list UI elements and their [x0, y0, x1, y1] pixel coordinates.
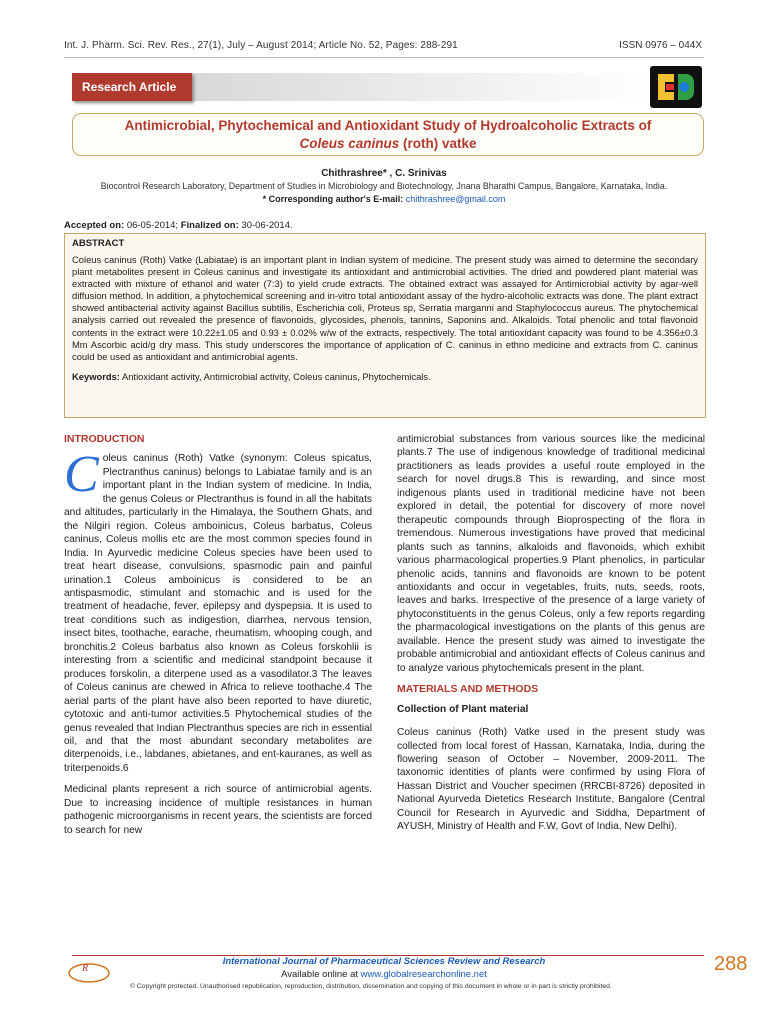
- page-number: 288: [714, 953, 748, 975]
- available-online: [0, 969, 768, 980]
- keywords-label: Keywords:: [72, 370, 120, 382]
- intro-paragraph-1: [64, 446, 372, 775]
- running-header-citation: Int. J. Pharm. Sci. Rev. Res., 27(1), July – August 2014; Article No. 52, Pages: 288-291: [64, 40, 458, 51]
- right-column: [397, 433, 705, 842]
- issn-number: ISSN 0976 – 044X: [619, 40, 702, 51]
- abstract-heading: ABSTRACT: [72, 238, 125, 249]
- article-type-badge: Research Article: [72, 73, 192, 101]
- drop-cap: C: [64, 446, 99, 504]
- left-column: [64, 433, 372, 845]
- finalized-label: Finalized on:: [180, 220, 239, 231]
- keywords-list: Antioxidant activity, Antimicrobial activity, Coleus caninus, Phytochemicals.: [119, 370, 431, 382]
- collection-subheading: Collection of Plant material: [397, 703, 529, 715]
- accepted-label: Accepted on:: [64, 220, 125, 231]
- header-divider: [64, 57, 704, 58]
- copyright-notice: © Copyright protected. Unauthorised republication, reproduction, distribution, dissemination and copying of this document in whole or in part is strictly prohibited.: [130, 983, 612, 990]
- abstract-text: Coleus caninus (Roth) Vatke (Labiatae) is an important plant in Indian system of medicine. The present study was aimed to determine the secondary plant metabolites present in Coleus caninus and investigate its antioxidant and antimicrobial activities. The dried and powdered plant material was extracted with mixture of ethanol and water (7:3) to yield crude extracts. The obtained extract was assayed for Antimicrobial activity by agar-well diffusion method. In addition, a phytochemical screening and in-vitro total antioxidant assay of the hydro-alcoholic extracts was done. The plant extract showed antibacterial activity against Bacillus subtilis, Escherichia coli, Proteus sp, Serratia marganni and Staphylococcus aureus. The phytochemical analysis carried out revealed the presence of flavonoids, glycosides, phenols, tannins, Saponins and. Alkaloids. Total phenolic and total flavonoid contents in the extract were 10.22±1.05 and 0.93 ± 0.02% w/w of the extracts, respectively. The total antioxidant capacity was found to be 4.356±0.3 Mm Ascorbic acid/g dry mass. This study underscores the importance of application of C. caninus in ethno medicine and extracts from C. caninus could be used as antioxidant and antimicrobial agents.: [72, 254, 698, 362]
- title-line-1: Antimicrobial, Phytochemical and Antioxidant Study of Hydroalcoholic Extracts of: [124, 118, 652, 133]
- journal-logo-icon: [648, 64, 704, 110]
- badge-shade: [192, 73, 652, 101]
- intro-paragraph-2: Medicinal plants represent a rich source of antimicrobial agents. Due to increasing incidence of multiple resistances in human pathogenic microorganisms in recent years, the scientists are forced to search for new: [64, 784, 372, 836]
- author-list: Chithrashree* , C. Srinivas: [321, 168, 447, 179]
- title-species: Coleus caninus: [299, 136, 400, 151]
- methods-paragraph-1: Coleus caninus (Roth) Vatke used in the present study was collected from local forest of Hassan, Karnataka, India, during the flowering season of October – November, 2009-2011. The taxonomic identities of plants were confirmed by using Flora of Hassan District and Voucher specimen (RRCBI-8726) deposited in National Ayurveda Dietetics Research Institute, Bangalore (Central Council for Research in Ayurvedic and Siddha, Department of AYUSH, Ministry of Health and F.W, Govt of India, New Delhi).: [397, 727, 705, 833]
- corresponding-author: [0, 194, 768, 204]
- accepted-date: 06-05-2014;: [124, 220, 181, 231]
- abstract-box: [64, 233, 706, 418]
- intro-paragraph-3: antimicrobial substances from various sources like the medicinal plants.7 The use of indigenous knowledge of traditional medicinal practitioners as leads provides a useful route employed in the search for novel drugs.8 This is rewarding, and since most indigenous plants used in traditional medicine have not been explored in detail, the potential for discovery of more novel therapeutic compounds through Bioprospecting of the flora in tremendous. Numerous investigations have proved that medicinal plants such as tannins, alkaloids and flavonoids, which exhibit various pharmacological properties.9 Plant phenolics, in particular phenolic acids, tannins and flavonoids are known to be potent antioxidants and occur in vegetables, fruits, nuts, seeds, roots, leaves and barks. Irrespective of the presence of a large variety of phytoconstituents in the genus Coleus, only a few reports regarding the pharmacological investigations on the plants of this genus are available. Hence the present study was aimed to investigate the probable antimicrobial and antioxidant effects of Coleus caninus and to analyze various phytochemicals present in the plant.: [397, 434, 705, 674]
- keywords: [72, 371, 698, 382]
- svg-text:R: R: [82, 963, 89, 974]
- article-dates: [64, 220, 293, 231]
- corresponding-label: * Corresponding author's E-mail:: [262, 194, 404, 204]
- available-label: Available online at: [281, 969, 361, 980]
- intro-paragraph-1-text: oleus caninus (Roth) Vatke (synonym: Coleus spicatus, Plectranthus caninus) belongs to Labiatae family and is an important plant in the Indian system of medicine. In India, the genus Coleus or Plectranthus is found in all the habitats and altitudes, particularly in the Himalaya, the Southern Ghats, and the Nilgiri region. Coleus amboinicus, Coleus barbatus, Coleus caninus, Coleus mollis etc are the most common species found in India. In Ayurvedic medicine Coleus species have been used to treat heart disease, convulsions, spasmodic pain and painful urination.1 Coleus amboinicus is considered to be an antispasmodic, stimulant and stomachic and is used for the treatment of headache, fever, epilepsy and dyspepsia. It is used to treat conditions such as indigestion, diarrhea, nervous tension, insect bites, toothache, earache, rheumatism, whooping cough, and bronchitis.2 Coleus barbatus also known as Coleus forskohlii is interesting from a scientific and medicinal standpoint because it produces forskolin, a diterpene used as a vasodilator.3 The leaves of Coleus caninus are chewed in Africa to relieve toothache.4 The aerial parts of the plant have also been reported to have diuretic, cytotoxic and anti-tumor activities.5 Phytochemical studies of the genus revealed that Indian Plectranthus species are rich in essential oil, and that the most abundant secondary metabolites are diterpenoids, i.e., labdanes, abietanes, and ent-kauranes, as well as triterpenoids.6: [64, 453, 372, 774]
- journal-name: International Journal of Pharmaceutical Sciences Review and Research: [222, 956, 546, 967]
- title-suffix: (roth) vatke: [399, 136, 477, 151]
- introduction-heading: INTRODUCTION: [64, 433, 145, 445]
- journal-website-link[interactable]: www.globalresearchonline.net: [360, 969, 487, 980]
- affiliation: Biocontrol Research Laboratory, Department of Studies in Microbiology and Biotechnology, Jnana Bharathi Campus, Bangalore, Karnataka, India.: [100, 181, 668, 191]
- title-line-2: [73, 135, 703, 153]
- article-title: [72, 113, 704, 156]
- finalized-date: 30-06-2014.: [238, 220, 293, 231]
- author-email-link[interactable]: chithrashree@gmail.com: [403, 194, 506, 204]
- methods-heading: MATERIALS AND METHODS: [397, 683, 539, 696]
